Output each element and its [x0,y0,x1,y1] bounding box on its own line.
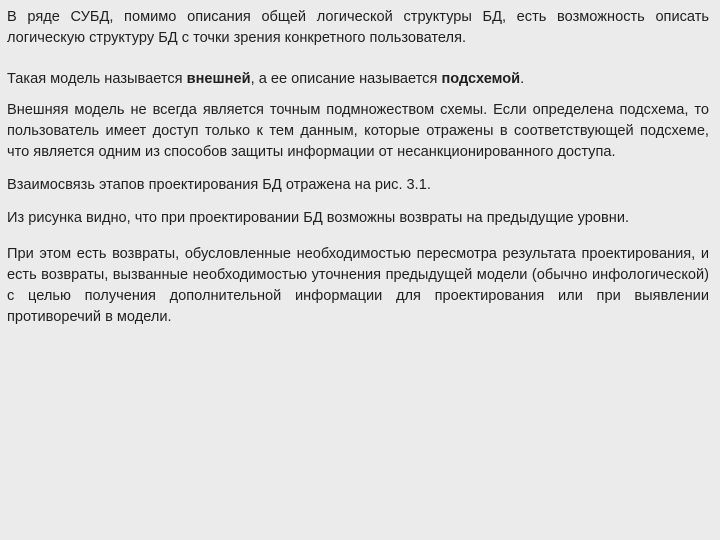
paragraph-2-text-1: Такая модель называется [7,71,187,87]
paragraph-2 [7,69,709,90]
term-external: внешней [186,71,251,87]
paragraph-2-text-3: . [520,71,525,87]
paragraph-6: При этом есть возвраты, обусловленные необходимостью пересмотра результата проектирования, и есть возвраты, вызванные необходимостью уточнения предыдущей модели (обычно инфологической) с целью получения дополнительной информации для проектирования или при выявлении противоречий в модели. [7,246,709,325]
paragraph-1: В ряде СУБД, помимо описания общей логической структуры БД, есть возможность описать логическую структуру БД с точки зрения конкретного пользователя. [7,9,709,46]
term-subschema: подсхемой [441,71,521,87]
paragraph-4: Взаимосвязь этапов проектирования БД отражена на рис. 3.1. [7,177,431,193]
paragraph-5: Из рисунка видно, что при проектировании БД возможны возвраты на предыдущие уровни. [7,210,630,226]
paragraph-2-text-2: , а ее описание называется [250,71,442,87]
paragraph-3: Внешняя модель не всегда является точным подмножеством схемы. Если определена подсхема, то пользователь имеет доступ только к тем данным, которые отражены в соответствующей подсхеме, что является одним из способов защиты информации от несанкционированного доступа. [7,102,709,160]
